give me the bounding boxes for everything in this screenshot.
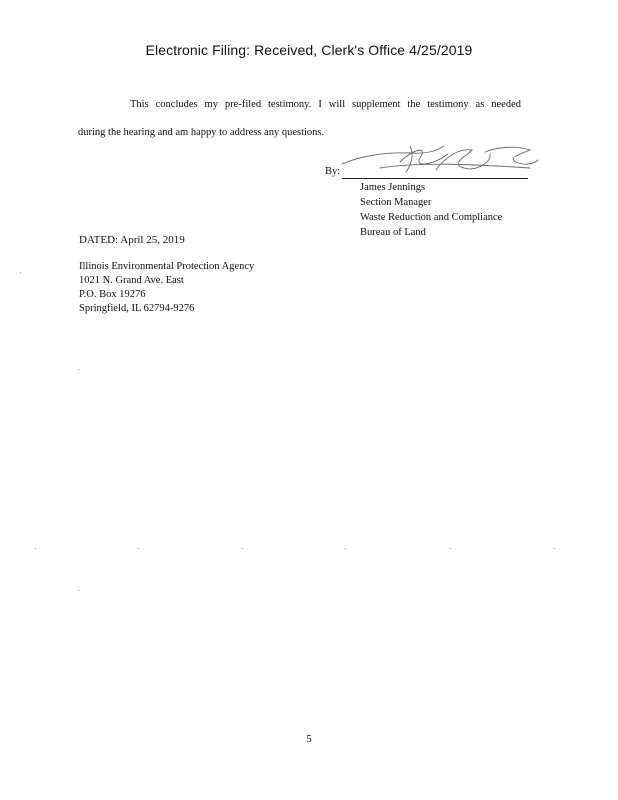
signer-name: James Jennings — [360, 182, 426, 193]
electronic-filing-stamp: Electronic Filing: Received, Clerk's Office 4/25/2019 — [145, 42, 473, 58]
testimony-conclusion-line-2: during the hearing and am happy to address any questions. — [78, 127, 325, 138]
signer-bureau: Bureau of Land — [360, 227, 426, 238]
city-state-zip: Springfield, IL 62794-9276 — [79, 303, 195, 314]
scan-speck — [345, 548, 346, 549]
scan-speck — [138, 548, 139, 549]
scan-speck — [554, 548, 555, 549]
by-label: By: — [325, 166, 341, 177]
scan-speck — [35, 548, 36, 549]
dated-line: DATED: April 25, 2019 — [79, 234, 185, 246]
scan-speck — [20, 272, 21, 273]
scan-speck — [78, 369, 79, 370]
scan-speck — [450, 548, 451, 549]
street-address: 1021 N. Grand Ave. East — [79, 275, 184, 286]
agency-address — [79, 260, 254, 316]
signature-line — [342, 178, 528, 179]
signer-title: Section Manager — [360, 197, 432, 208]
signer-details — [360, 180, 502, 240]
testimony-conclusion-line-1: This concludes my pre-filed testimony. I will supplement the testimony as needed — [130, 99, 521, 110]
agency-name: Illinois Environmental Protection Agency — [79, 261, 255, 272]
page-number: 5 — [306, 733, 312, 745]
scan-speck — [242, 548, 243, 549]
po-box: P.O. Box 19276 — [79, 289, 146, 300]
scan-speck — [78, 590, 79, 591]
signer-division: Waste Reduction and Compliance — [360, 212, 503, 223]
